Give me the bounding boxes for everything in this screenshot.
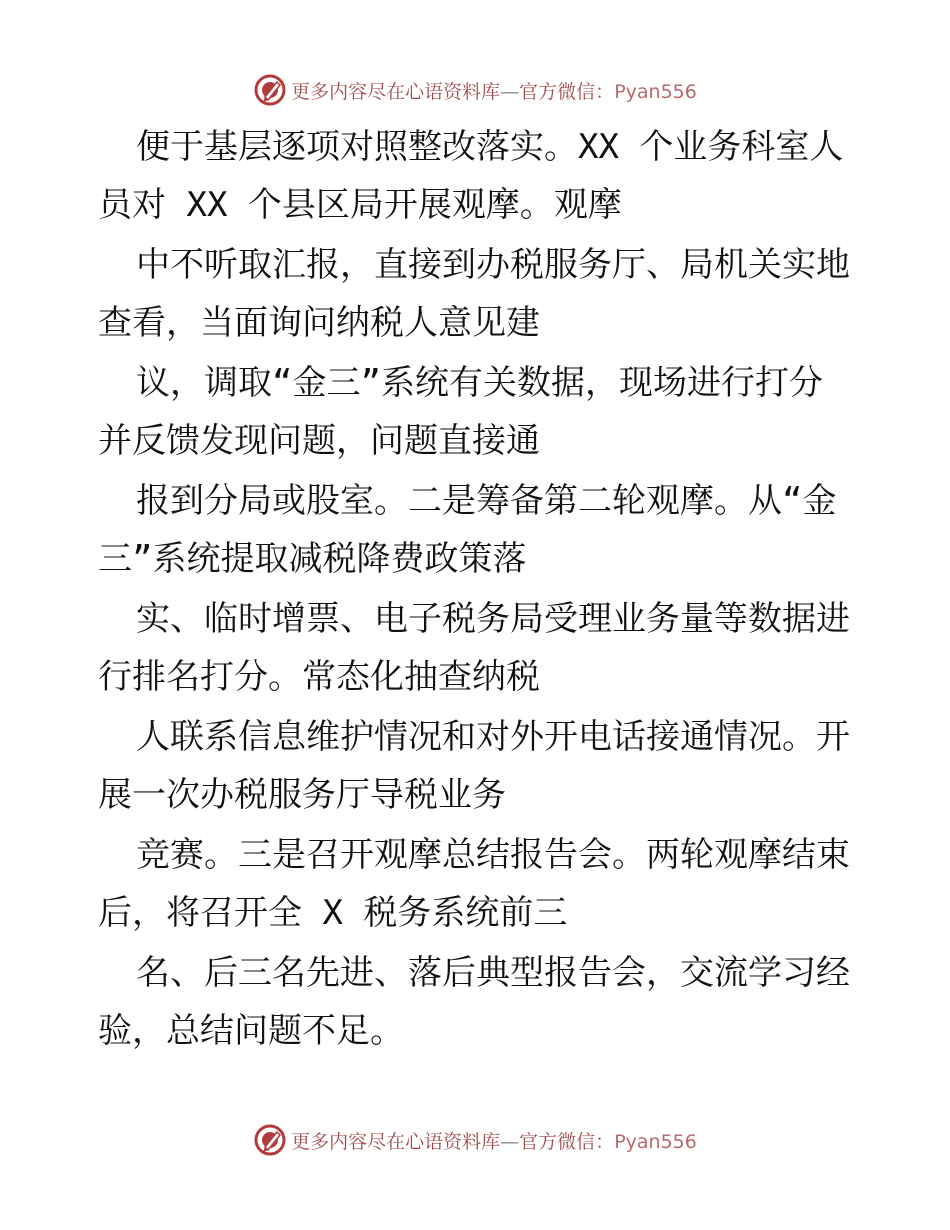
body-line-6: 并反馈发现问题，问题直接通 bbox=[98, 421, 540, 461]
body-line-3: 中不听取汇报，直接到办税服务厅、局机关实地 bbox=[136, 245, 850, 285]
body-line-15: 名、后三名先进、落后典型报告会，交流学习经 bbox=[136, 953, 850, 993]
footer-contact-label: 官方微信： bbox=[519, 1130, 615, 1153]
body-line-1: 便于基层逐项对照整改落实。XX 个业务科室人 bbox=[136, 127, 844, 167]
body-line-12: 展一次办税服务厅导税业务 bbox=[98, 775, 506, 815]
pen-logo-icon bbox=[253, 73, 287, 107]
body-line-13: 竞赛。三是召开观摩总结报告会。两轮观摩结束 bbox=[136, 835, 850, 875]
body-line-10: 行排名打分。常态化抽查纳税 bbox=[98, 657, 540, 697]
header-banner bbox=[0, 70, 950, 110]
header-separator: — bbox=[500, 80, 520, 103]
body-line-8: 三”系统提取减税降费政策落 bbox=[98, 539, 527, 579]
pen-logo-icon bbox=[253, 1123, 287, 1157]
footer-contact-value: Pyan556 bbox=[614, 1130, 697, 1153]
header-contact-value: Pyan556 bbox=[614, 80, 697, 103]
body-line-9: 实、临时增票、电子税务局受理业务量等数据进 bbox=[136, 599, 850, 639]
body-line-11: 人联系信息维护情况和对外开电话接通情况。开 bbox=[136, 717, 850, 757]
body-line-14: 后，将召开全 X 税务系统前三 bbox=[98, 893, 568, 933]
footer-banner-text bbox=[291, 1127, 697, 1154]
header-brand-text: 更多内容尽在心语资料库 bbox=[291, 80, 501, 103]
header-banner-text bbox=[291, 77, 697, 104]
header-contact-label: 官方微信： bbox=[519, 80, 615, 103]
footer-banner bbox=[0, 1120, 950, 1160]
body-line-2: 员对 XX 个县区局开展观摩。观摩 bbox=[98, 185, 622, 225]
body-line-4: 查看，当面询问纳税人意见建 bbox=[98, 303, 540, 343]
body-line-5: 议，调取“金三”系统有关数据，现场进行打分 bbox=[136, 363, 823, 403]
body-line-7: 报到分局或股室。二是筹备第二轮观摩。从“金 bbox=[136, 481, 837, 521]
body-line-16: 验，总结问题不足。 bbox=[98, 1011, 404, 1051]
footer-separator: — bbox=[500, 1130, 520, 1153]
footer-brand-text: 更多内容尽在心语资料库 bbox=[291, 1130, 501, 1153]
